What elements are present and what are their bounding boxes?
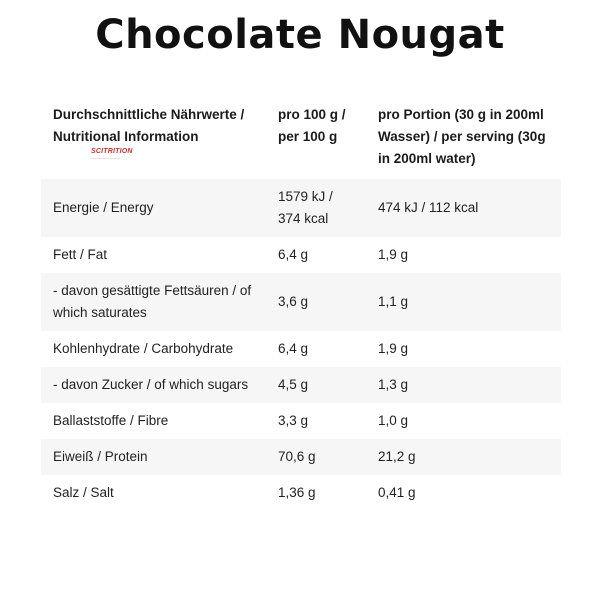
table-row-carbohydrate bbox=[41, 331, 561, 367]
table-row-protein bbox=[41, 439, 561, 475]
value-per-100g: 70,6 g bbox=[278, 449, 316, 464]
value-per-serving: 1,3 g bbox=[378, 377, 409, 392]
table-row-fibre bbox=[41, 403, 561, 439]
header-per-serving: pro Portion (30 g in 200ml Wasser) / per serving (30g in 200ml water) bbox=[378, 107, 546, 166]
table-row-sugars bbox=[41, 367, 561, 403]
value-per-100g: 3,6 g bbox=[278, 294, 309, 309]
nutrient-name: - davon Zucker / of which sugars bbox=[53, 377, 249, 392]
nutrient-name: Kohlenhydrate / Carbohydrate bbox=[53, 341, 234, 356]
value-per-serving: 21,2 g bbox=[378, 449, 416, 464]
value-per-100g: 4,5 g bbox=[278, 377, 309, 392]
nutrient-name: Fett / Fat bbox=[53, 247, 108, 262]
value-per-serving: 1,9 g bbox=[378, 341, 409, 356]
header-nutrient bbox=[41, 97, 266, 179]
nutrition-table bbox=[41, 97, 561, 511]
brand-logo-subline: ———————— bbox=[91, 156, 121, 160]
table-row-salt bbox=[41, 475, 561, 511]
table-row-saturates bbox=[41, 273, 561, 331]
value-per-serving: 474 kJ / 112 kcal bbox=[378, 200, 479, 215]
header-nutrient-label: Durchschnittliche Nährwerte / Nutritional Information bbox=[53, 107, 245, 144]
value-per-serving: 0,41 g bbox=[378, 485, 416, 500]
page-title: Chocolate Nougat bbox=[95, 12, 505, 58]
value-per-100g: 1,36 g bbox=[278, 485, 316, 500]
nutrient-name: Energie / Energy bbox=[53, 200, 154, 215]
table-body bbox=[41, 179, 561, 511]
header-per-100g: pro 100 g / per 100 g bbox=[278, 107, 346, 144]
value-per-100g: 6,4 g bbox=[278, 341, 309, 356]
table-row-fat bbox=[41, 237, 561, 273]
nutrient-name: Ballaststoffe / Fibre bbox=[53, 413, 169, 428]
header-row bbox=[41, 97, 561, 179]
value-per-serving: 1,0 g bbox=[378, 413, 409, 428]
brand-logo bbox=[91, 148, 133, 160]
nutrient-name: - davon gesättigte Fettsäuren / of which saturates bbox=[53, 283, 252, 320]
value-per-serving: 1,9 g bbox=[378, 247, 409, 262]
value-per-100g: 1579 kJ / 374 kcal bbox=[278, 189, 333, 226]
header-nutrient-wrap bbox=[53, 104, 256, 148]
value-per-100g: 3,3 g bbox=[278, 413, 309, 428]
brand-logo-text: SCITRITION bbox=[91, 148, 133, 155]
nutrient-name: Eiweiß / Protein bbox=[53, 449, 148, 464]
table-row-energy bbox=[41, 179, 561, 237]
nutrient-name: Salz / Salt bbox=[53, 485, 114, 500]
table-header bbox=[41, 97, 561, 179]
value-per-serving: 1,1 g bbox=[378, 294, 409, 309]
value-per-100g: 6,4 g bbox=[278, 247, 309, 262]
